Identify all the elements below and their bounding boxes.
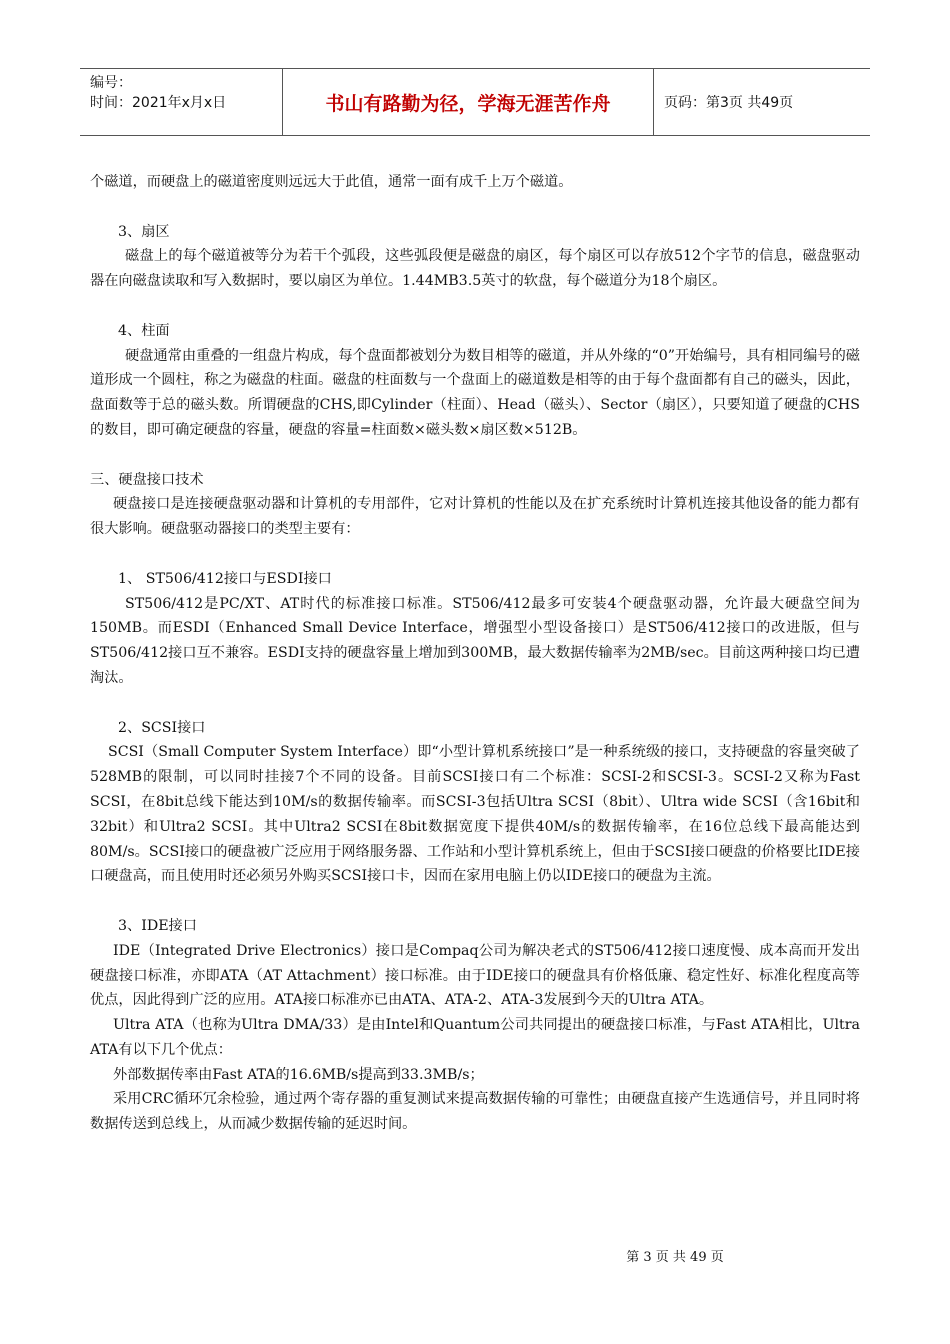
paragraph: 4、柱面 (118, 322, 170, 339)
paragraph: 采用CRC循环冗余检验，通过两个寄存器的重复测试来提高数据传输的可靠性；由硬盘直接产生选通信号，并且同时将数据传送到总线上，从而减少数据传输的延迟时间。 (90, 1091, 860, 1133)
paragraph: IDE（Integrated Drive Electronics）接口是Compaq公司为解决老式的ST506/412接口速度慢、成本高而开发出硬盘接口标准，亦即ATA（AT Attachment）接口标准。由于IDE接口的硬盘具有价格低廉、稳定性好、标准化程度高等优点，因此得到广泛的应用。ATA接口标准亦已由ATA、ATA-2、ATA-3发展到今天的Ultra ATA。 (90, 942, 860, 1009)
paragraph: 外部数据传率由Fast ATA的16.6MB/s提高到33.3MB/s； (113, 1066, 484, 1083)
paragraph: 磁盘上的每个磁道被等分为若干个弧段，这些弧段便是磁盘的扇区，每个扇区可以存放512个字节的信息，磁盘驱动器在向磁盘读取和写入数据时，要以扇区为单位。1.44MB3.5英寸的软盘，每个磁道分为18个扇区。 (90, 248, 860, 290)
paragraph-spacer (90, 443, 860, 468)
paragraph-spacer (90, 691, 860, 716)
paragraph: 1、 ST506/412接口与ESDI接口 (118, 570, 332, 587)
paragraph-spacer (90, 542, 860, 567)
paragraph: 三、硬盘接口技术 (90, 471, 204, 488)
page-header (80, 68, 870, 136)
header-date-label: 时间：2021年x月x日 (90, 95, 227, 111)
paragraph: SCSI（Small Computer System Interface）即“小型计算机系统接口”是一种系统级的接口，支持硬盘的容量突破了528MB的限制，可以同时挂接7个不同的设备。目前SCSI接口有二个标准：SCSI-2和SCSI-3。SCSI-2又称为Fast SCSI，在8bit总线下能达到10M/s的数据传输率。而SCSI-3包括Ultra SCSI（8bit）、Ultra wide SCSI（含16bit和32bit）和Ultra2 SCSI。其中Ultra2 SCSI在8bit数据宽度下提供40M/s的数据传输率，在16位总线下最高能达到80M/s。SCSI接口的硬盘被广泛应用于网络服务器、工作站和小型计算机系统上，但由于SCSI接口硬盘的价格要比IDE接口硬盘高，而且使用时还必须另外购买SCSI接口卡，因而在家用电脑上仍以IDE接口的硬盘为主流。 (90, 744, 860, 885)
paragraph: 个磁道，而硬盘上的磁道密度则远远大于此值，通常一面有成千上万个磁道。 (90, 174, 573, 190)
paragraph-spacer (90, 294, 860, 319)
paragraph: 3、IDE接口 (118, 917, 197, 934)
header-motto: 书山有路勤为径，学海无涯苦作舟 (282, 69, 654, 135)
header-number-label: 编号： (90, 75, 132, 91)
paragraph: 硬盘通常由重叠的一组盘片构成，每个盘面都被划分为数目相等的磁道，并从外缘的“0”开始编号，具有相同编号的磁道形成一个圆柱，称之为磁盘的柱面。磁盘的柱面数与一个盘面上的磁道数是相等的由于每个盘面都有自己的磁头，因此，盘面数等于总的磁头数。所谓硬盘的CHS,即Cylinder（柱面）、Head（磁头）、Sector（扇区），只要知道了硬盘的CHS的数目，即可确定硬盘的容量，硬盘的容量=柱面数×磁头数×扇区数×512B。 (90, 347, 860, 438)
paragraph-spacer (90, 195, 860, 220)
paragraph: ST506/412是PC/XT、AT时代的标准接口标准。ST506/412最多可安装4个硬盘驱动器，允许最大硬盘空间为150MB。而ESDI（Enhanced Small Device Interface，增强型小型设备接口）是ST506/412接口的改进版，但与ST506/412接口互不兼容。ESDI支持的硬盘容量上增加到300MB，最大数据传输率为2MB/sec。目前这两种接口均已遭淘汰。 (90, 595, 860, 686)
paragraph: 3、扇区 (118, 223, 170, 240)
paragraph: 硬盘接口是连接硬盘驱动器和计算机的专用部件，它对计算机的性能以及在扩充系统时计算机连接其他设备的能力都有很大影响。硬盘驱动器接口的类型主要有： (90, 496, 860, 538)
footer-page-number: 第 3 页 共 49 页 (626, 1250, 724, 1265)
paragraph-spacer (90, 889, 860, 914)
header-page-info: 页码：第3页 共49页 (664, 95, 794, 111)
paragraph: Ultra ATA（也称为Ultra DMA/33）是由Intel和Quantum公司共同提出的硬盘接口标准，与Fast ATA相比，Ultra ATA有以下几个优点： (90, 1017, 860, 1058)
document-body (90, 170, 860, 1137)
header-info-cell (80, 69, 282, 135)
paragraph: 2、SCSI接口 (118, 719, 206, 736)
